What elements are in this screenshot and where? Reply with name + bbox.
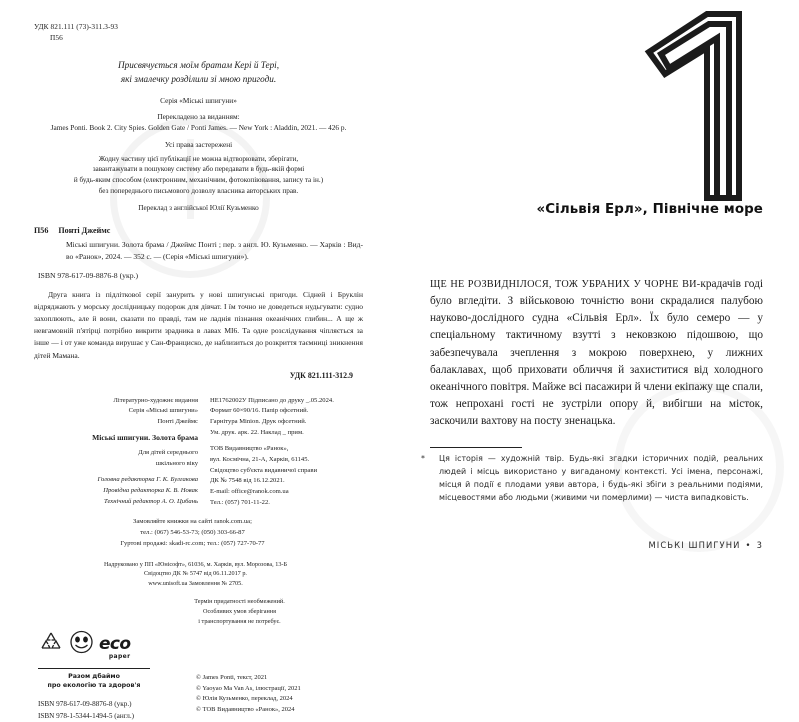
order-line-2: тел.: (067) 546-53-73; (050) 303-66-87 [140,529,245,537]
imprint-audience-2: шкільного віку [155,459,198,467]
imprint-tech-4: Ум. друк. арк. 22. Наклад _ прим. [210,428,304,436]
eco-caption [38,668,150,690]
imprint-publisher-2: вул. Космічна, 21-А, Харків, 61145. [210,456,310,464]
order-line-3[interactable]: Гуртові продажі: skadi-rc.com; тел.: (057) 727-70-77 [120,539,265,547]
translator-line: Переклад з англійської Юлії Кузьменко [138,203,259,212]
printer-line-1: Надруковано у ПП «Юнісофт», 61036, м. Харків, вул. Морозова, 13-Б [103,560,288,568]
imprint-editor-lead: Провідна редакторка К. В. Новак [103,487,198,495]
footnote-separator [430,447,522,448]
isbn-ukrainian: ISBN 978-617-09-8876-8 (укр.) [38,700,132,709]
imprint-tech-3: Гарнітура Minion. Друк офсетний. [210,418,307,426]
copyright-line-1: © James Ponti, текст, 2021 [196,674,268,682]
rights-reserved-label: Усі права застережені [164,139,233,149]
catalog-entry [34,225,363,262]
eco-caption-line-1: Разом дбаймо [68,673,120,681]
imprint-publisher-3: Свідоцтво суб'єкта видавничої справи [210,466,318,474]
dedication [34,58,363,87]
imprint-series: Серія «Міські шпигуни» [128,407,198,415]
imprint-editor-technical: Технічний редактор А. О. Цибань [104,497,198,505]
imprint-publisher-email[interactable]: E-mail: office@ranok.com.ua [210,488,289,496]
recycle-icon [38,630,64,659]
right-page-chapter-opener [399,0,799,578]
isbn-main: ISBN 978-617-09-8876-8 (укр.) [38,270,139,280]
printer-block [34,560,363,590]
footnote [421,452,763,504]
eco-word-text: eco [99,633,131,654]
rights-line-4: без попереднього письмового дозволу власника авторських прав. [98,186,299,195]
imprint-audience-1: Для дітей середнього [138,449,198,457]
smiley-face-icon [69,630,94,659]
copyright-line-3: © Юлія Кузьменко, переклад, 2024 [196,695,293,703]
storage-line-3: і транспортування не потребує. [198,618,281,626]
catalog-entry-description: Міські шпигуни. Золота брама / Джеймс Понті ; пер. з англ. Ю. Кузьменко. — Харків : Вид-во «Ранок», 2024. — 352 с. — (Серія «Міські шпигуни»). [66,240,363,261]
footnote-marker: * [421,454,425,463]
rights-line-2: завантажувати в пошукову систему або передавати в будь-якій формі [92,165,305,174]
udc-code: УДК 821.111 (73)-311.3-93 [34,22,119,31]
translated-from-label: Перекладено за виданням: [157,111,240,121]
series-line: Серія «Міські шпигуни» [160,95,237,105]
storage-line-1: Термін придатності необмежений. [194,598,285,606]
imprint-right-column [210,396,363,509]
copyright-line-2: © Yaoyao Ma Van As, ілюстрації, 2021 [196,684,301,692]
imprint-section [34,396,363,509]
chapter-number-graphic [641,8,761,198]
imprint-publisher-1: ТОВ Видавництво «Ранок», [210,445,289,453]
imprint-publisher-4: ДК № 7548 від 16.12.2021. [210,477,285,485]
bottom-row [34,629,363,722]
catalog-entry-author: Понті Джеймс [58,225,111,235]
isbn-english: ISBN 978-1-5344-1494-5 (англ.) [38,711,135,720]
order-line-1[interactable]: Замовляйте книжки на сайті ranok.com.ua; [133,518,252,526]
copyright-line-4: © ТОВ Видавництво «Ранок», 2024 [196,705,295,713]
copyright-column [188,629,363,715]
footer-separator-dot: • [745,540,752,550]
eco-caption-line-2: про екологію та здоров'я [47,682,141,690]
footer-book-title: МІСЬКІ ШПИГУНИ [648,540,741,550]
page-footer [648,540,763,550]
imprint-author: Понті Джеймс [157,418,198,426]
chapter-body-lead: ЩЕ НЕ РОЗВИДНІЛОСЯ, ТОЖ УБРАНИХ У ЧОРНЕ ВИ- [430,279,701,290]
left-page-imprint [0,0,399,720]
isbn-block [38,699,188,722]
chapter-body-text [430,276,763,430]
printer-line-3[interactable]: www.unisoft.ua Замовлення № 2705. [148,580,243,588]
rights-line-3: й будь-яким способом (електронним, механічним, фотокопіювання, запису та ін.) [73,176,324,185]
imprint-publisher-phone: Тел.: (057) 701-11-22. [210,498,270,506]
printer-line-2: Свідоцтво ДК № 5747 від 06.11.2017 р. [144,570,247,578]
imprint-left-column [34,396,210,509]
catalog-code: П56 [50,32,63,42]
chapter-title: «Сільвія Ерл», Північне море [536,202,763,217]
rights-body [34,154,363,197]
udc-block [34,22,363,43]
dedication-line-2: які змалечку розділили зі мною пригоди. [120,74,277,85]
imprint-tech-1: НЕ1762002У Підписано до друку _.05.2024. [210,396,334,404]
imprint-tech-2: Формат 60×90/16. Папір офсетний. [210,407,309,415]
eco-sub-text: paper [108,652,131,660]
order-block [34,517,363,549]
rights-line-1: Жодну частину цієї публікації не можна відтворювати, зберігати, [98,154,299,163]
footer-page-number: 3 [756,540,763,550]
udc-right: УДК 821.111-312.9 [289,370,353,380]
original-edition: James Ponti. Book 2. City Spies. Golden Gate / Ponti James. — New York : Aladdin, 2021. — 426 p. [50,122,347,132]
chapter-body-rest: крадачів годі було вгледіти. З військовою точністю вони скрадалися палубою науково-дослідного судна «Сільвія Ерл». Їх було семеро — у спеціальному тактичному взутті з нековзкою підошвою, що забезпечувала зчеплення з мокрою поверхнею, у лижних балаклавах, щоб приховати обличчя й захиститися від холодного океанічного повітря. Майже всі пасажири й члени екіпажу ще спали, тож непрохані гості не зустріли опору й, вибігши на місток, заскочили вахтову на посту зненацька. [430,278,763,428]
footnote-text: Ця історія — художній твір. Будь-які згадки історичних подій, реальних людей і місць використано у вигаданому контексті. Усі імена, персонажі, місця й події є плодами уяви автора, і будь-які збіги з реальними подіями, місцевостями або людьми (живими чи померлими) — чиста випадковість. [439,454,763,503]
storage-block [34,597,363,627]
imprint-editor-chief: Головна редакторка Г. К. Булгакова [97,476,198,484]
eco-paper-logo [99,633,131,660]
imprint-edition-type: Літературно-художнє видання [113,396,198,404]
imprint-book-title: Міські шпигуни. Золота брама [92,432,198,442]
catalog-entry-code: П56 [34,225,49,235]
eco-column [34,629,188,722]
eco-logos [38,629,188,659]
annotation-text: Друга книга із підліткової серії занурить у нові шпигунські пригоди. Сідней і Бруклін відряджають у морську дослідницьку подорож для дівчат. І їм точно не доведеться нудьгувати: судно захоплюють, але й вони, сказати по правді, там не ладнія пізнання океанічних глибин... А ще ж невгамовній п'ятірці потрібно викрити зрадника в лавах МІ6. Та одне розслідування чіпляється за інше — і от уже команда вирушає у Сан-Франциско, де наблизиться до розкриття таємниці зникнення дітей Мамана. [34,289,363,360]
storage-line-2: Особливих умов зберігання [203,608,276,616]
dedication-line-1: Присвячується моїм братам Кері й Тері, [117,60,280,71]
